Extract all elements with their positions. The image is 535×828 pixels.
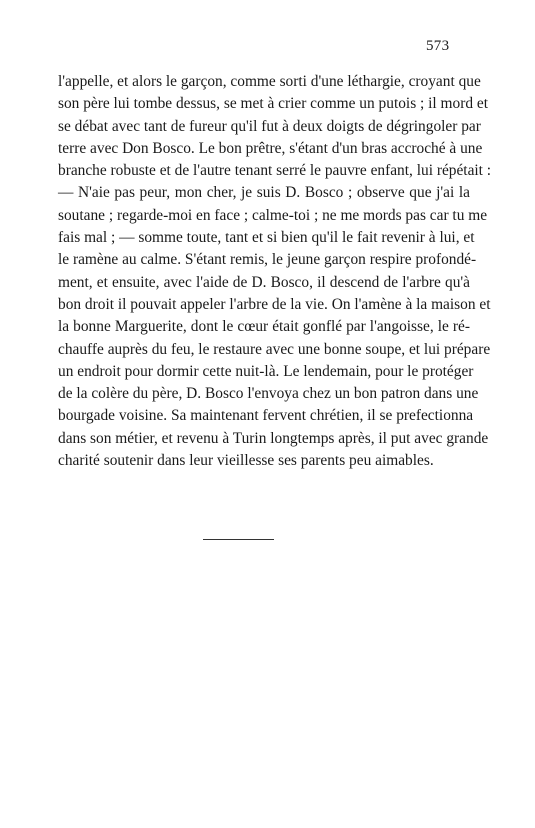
text-line: un endroit pour dormir cette nuit-là. Le lendemain, pour le protéger bbox=[58, 362, 474, 380]
text-line: le ramène au calme. S'étant remis, le jeune garçon respire profondé- bbox=[58, 251, 477, 269]
text-line: — N'aie pas peur, mon cher, je suis D. Bosco ; observe que j'ai la bbox=[58, 184, 470, 202]
text-line: branche robuste et de l'autre tenant serré le pauvre enfant, lui répétait : bbox=[58, 162, 492, 180]
text-line: dans son métier, et revenu à Turin longtemps après, il put avec grande bbox=[58, 429, 489, 447]
text-line: l'appelle, et alors le garçon, comme sorti d'une léthargie, croyant que bbox=[58, 73, 481, 90]
section-end-rule bbox=[203, 539, 274, 540]
text-line: ment, et ensuite, avec l'aide de D. Bosco, il descend de l'arbre qu'à bbox=[58, 273, 470, 291]
text-line: de la colère du père, D. Bosco l'envoya chez un bon patron dans une bbox=[58, 385, 479, 403]
body-text bbox=[58, 71, 492, 472]
text-line: fais mal ; — somme toute, tant et si bien qu'il le fait revenir à lui, et bbox=[58, 229, 475, 247]
text-line: terre avec Don Bosco. Le bon prêtre, s'étant d'un bras accroché à une bbox=[58, 139, 483, 157]
text-line: bon droit il pouvait appeler l'arbre de la vie. On l'amène à la maison et bbox=[58, 295, 491, 313]
text-line: chauffe auprès du feu, le restaure avec une bonne soupe, et lui prépare bbox=[58, 340, 491, 358]
page-number: 573 bbox=[426, 38, 450, 54]
text-line: la bonne Marguerite, dont le cœur était gonflé par l'angoisse, le ré- bbox=[58, 318, 470, 336]
text-line: se débat avec tant de fureur qu'il fut à deux doigts de dégringoler par bbox=[58, 117, 481, 135]
text-line: bourgade voisine. Sa maintenant fervent chrétien, il se prefectionna bbox=[58, 407, 474, 425]
text-line: soutane ; regarde-moi en face ; calme-toi ; ne me mords pas car tu me bbox=[58, 206, 488, 224]
text-line: son père lui tombe dessus, se met à crier comme un putois ; il mord et bbox=[58, 95, 488, 113]
text-line-last: charité soutenir dans leur vieillesse ses parents peu aimables. bbox=[58, 452, 434, 470]
